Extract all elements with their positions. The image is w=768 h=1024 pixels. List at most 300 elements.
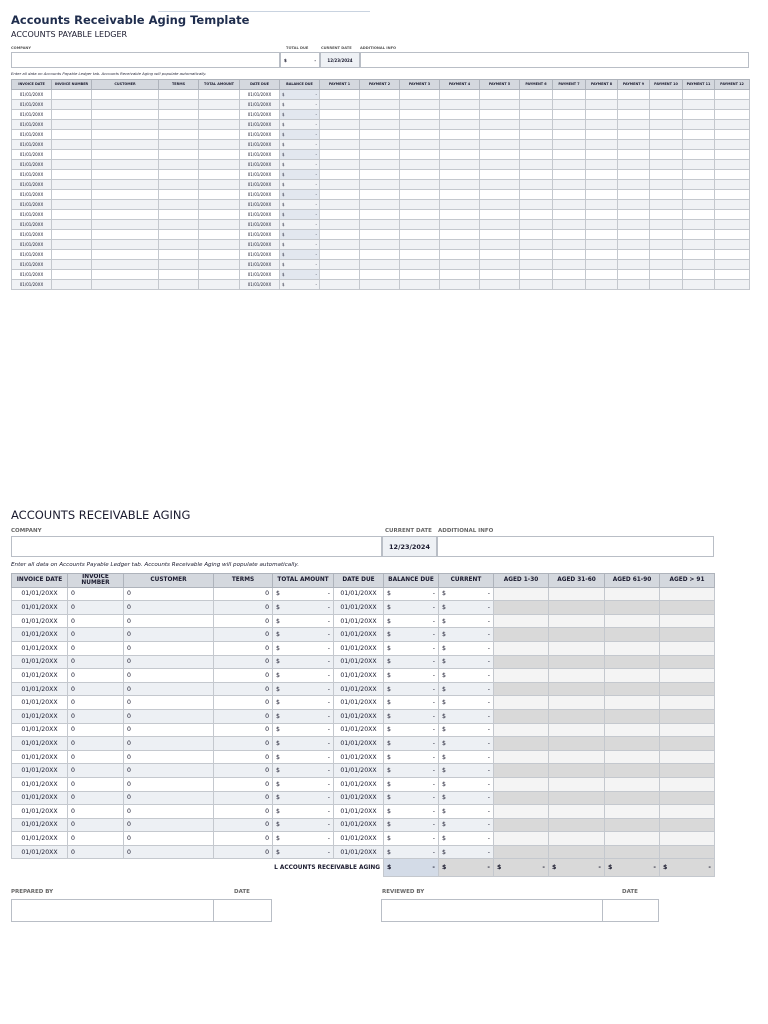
ledger-cell[interactable] [159,140,199,150]
ledger-cell[interactable] [440,250,480,260]
ledger-cell[interactable]: 01/01/20XX [12,220,52,230]
ledger-cell[interactable] [280,220,320,230]
ledger-cell[interactable] [553,120,586,130]
ledger-cell[interactable] [92,90,159,100]
ledger-cell[interactable] [92,170,159,180]
ledger-cell[interactable] [440,190,480,200]
ledger-cell[interactable] [159,210,199,220]
ledger-cell[interactable] [92,100,159,110]
ledger-cell[interactable] [520,90,553,100]
ledger-cell[interactable] [683,110,715,120]
ledger-cell[interactable] [553,270,586,280]
ledger-cell[interactable] [618,100,650,110]
prepared-by-field[interactable] [11,899,214,922]
ledger-cell[interactable] [553,170,586,180]
ledger-cell[interactable] [618,190,650,200]
ledger-cell[interactable] [92,230,159,240]
ledger-cell[interactable] [683,180,715,190]
ledger-cell[interactable] [199,210,240,220]
ledger-cell[interactable] [199,100,240,110]
ledger-cell[interactable] [586,270,618,280]
ledger-cell[interactable] [520,240,553,250]
ledger-cell[interactable] [553,220,586,230]
ledger-cell[interactable] [586,200,618,210]
ledger-cell[interactable] [440,160,480,170]
ledger-cell[interactable] [586,130,618,140]
ledger-cell[interactable] [92,160,159,170]
ledger-cell[interactable] [52,240,92,250]
ledger-cell[interactable] [520,220,553,230]
ledger-cell[interactable]: 01/01/20XX [12,130,52,140]
ledger-cell[interactable] [618,260,650,270]
ledger-cell[interactable]: 01/01/20XX [240,180,280,190]
ledger-cell[interactable] [520,120,553,130]
ledger-cell[interactable] [440,200,480,210]
ledger-cell[interactable] [480,90,520,100]
ledger-cell[interactable] [92,240,159,250]
ledger-cell[interactable] [92,180,159,190]
ledger-cell[interactable] [320,170,360,180]
ledger-cell[interactable] [320,250,360,260]
ledger-cell[interactable] [553,210,586,220]
ledger-cell[interactable] [280,110,320,120]
ledger-cell[interactable] [553,180,586,190]
ledger-cell[interactable] [650,190,683,200]
ledger-cell[interactable]: 01/01/20XX [12,100,52,110]
ledger-cell[interactable] [360,130,400,140]
ledger-cell[interactable] [440,220,480,230]
ledger-cell[interactable] [320,140,360,150]
ledger-cell[interactable] [683,220,715,230]
ledger-cell[interactable] [159,170,199,180]
ledger-cell[interactable] [650,230,683,240]
ledger-cell[interactable] [320,190,360,200]
ledger-cell[interactable] [553,230,586,240]
ledger-cell[interactable] [92,120,159,130]
ledger-cell[interactable] [683,250,715,260]
ledger-cell[interactable] [280,170,320,180]
ledger-cell[interactable] [400,220,440,230]
ledger-cell[interactable] [683,230,715,240]
ledger-cell[interactable] [683,200,715,210]
ledger-cell[interactable] [159,240,199,250]
ledger-cell[interactable] [92,220,159,230]
ledger-cell[interactable] [618,130,650,140]
ledger-cell[interactable] [440,270,480,280]
ledger-cell[interactable] [520,270,553,280]
ledger-cell[interactable] [650,240,683,250]
ledger-cell[interactable]: 01/01/20XX [12,270,52,280]
ledger-cell[interactable]: 01/01/20XX [12,240,52,250]
ledger-cell[interactable] [480,270,520,280]
ledger-cell[interactable] [650,250,683,260]
ledger-cell[interactable] [480,260,520,270]
ledger-cell[interactable] [520,180,553,190]
ledger-cell[interactable] [683,100,715,110]
ledger-cell[interactable] [320,220,360,230]
ledger-cell[interactable] [683,270,715,280]
ledger-cell[interactable]: 01/01/20XX [240,130,280,140]
ledger-cell[interactable] [199,160,240,170]
ledger-cell[interactable] [400,100,440,110]
ledger-cell[interactable] [440,170,480,180]
ledger-cell[interactable] [400,230,440,240]
ledger-cell[interactable] [553,250,586,260]
ledger-cell[interactable] [52,100,92,110]
ledger-cell[interactable]: 01/01/20XX [240,190,280,200]
ledger-cell[interactable] [553,240,586,250]
ledger-cell[interactable] [280,250,320,260]
ledger-cell[interactable] [52,90,92,100]
ledger-cell[interactable] [360,270,400,280]
ledger-cell[interactable] [520,260,553,270]
ledger-cell[interactable] [280,230,320,240]
ledger-cell[interactable]: 01/01/20XX [12,280,52,290]
ledger-cell[interactable] [159,220,199,230]
ledger-total-due-field[interactable] [280,52,320,68]
ledger-cell[interactable] [52,200,92,210]
ledger-cell[interactable] [280,210,320,220]
ledger-cell[interactable] [586,140,618,150]
ledger-cell[interactable] [650,180,683,190]
ledger-cell[interactable] [650,130,683,140]
ledger-cell[interactable] [199,200,240,210]
ledger-cell[interactable] [586,190,618,200]
ledger-cell[interactable] [92,130,159,140]
ledger-cell[interactable] [199,250,240,260]
ledger-cell[interactable] [553,160,586,170]
ledger-cell[interactable] [199,270,240,280]
ledger-cell[interactable] [52,210,92,220]
ledger-cell[interactable] [683,90,715,100]
ledger-cell[interactable] [586,230,618,240]
ledger-cell[interactable] [715,270,750,280]
ledger-cell[interactable] [159,250,199,260]
ledger-cell[interactable] [400,90,440,100]
ledger-cell[interactable] [440,140,480,150]
ledger-cell[interactable] [360,150,400,160]
ledger-cell[interactable]: 01/01/20XX [240,210,280,220]
ledger-cell[interactable] [520,200,553,210]
ledger-cell[interactable] [480,230,520,240]
ledger-cell[interactable] [280,190,320,200]
ledger-cell[interactable] [715,110,750,120]
ledger-cell[interactable]: 01/01/20XX [240,220,280,230]
ledger-cell[interactable] [715,170,750,180]
ledger-cell[interactable] [480,170,520,180]
ledger-cell[interactable] [199,110,240,120]
ledger-cell[interactable] [199,260,240,270]
ledger-cell[interactable] [159,190,199,200]
ledger-cell[interactable] [520,210,553,220]
ledger-cell[interactable] [320,280,360,290]
ledger-cell[interactable] [553,110,586,120]
ledger-cell[interactable] [683,150,715,160]
ledger-cell[interactable] [159,120,199,130]
ledger-cell[interactable] [199,230,240,240]
ledger-cell[interactable] [320,200,360,210]
ledger-cell[interactable] [553,280,586,290]
ledger-cell[interactable] [52,140,92,150]
ledger-cell[interactable] [553,130,586,140]
ledger-cell[interactable]: 01/01/20XX [12,230,52,240]
ledger-cell[interactable] [280,160,320,170]
ledger-cell[interactable] [440,280,480,290]
ledger-cell[interactable]: 01/01/20XX [12,200,52,210]
ledger-cell[interactable]: 01/01/20XX [12,170,52,180]
ledger-cell[interactable] [360,120,400,130]
ledger-cell[interactable] [92,210,159,220]
ledger-cell[interactable] [715,210,750,220]
ledger-cell[interactable] [650,140,683,150]
ledger-cell[interactable] [683,140,715,150]
ledger-cell[interactable] [683,130,715,140]
ledger-cell[interactable] [400,280,440,290]
ledger-cell[interactable] [280,120,320,130]
ledger-cell[interactable] [440,100,480,110]
ledger-cell[interactable]: 01/01/20XX [240,90,280,100]
ledger-cell[interactable] [715,240,750,250]
aging-company-field[interactable] [11,536,382,557]
ledger-cell[interactable] [586,90,618,100]
ledger-cell[interactable] [52,130,92,140]
ledger-cell[interactable] [52,250,92,260]
ledger-cell[interactable] [280,240,320,250]
ledger-cell[interactable] [618,170,650,180]
ledger-cell[interactable] [400,270,440,280]
ledger-cell[interactable] [520,250,553,260]
ledger-cell[interactable] [92,250,159,260]
ledger-cell[interactable] [618,270,650,280]
ledger-cell[interactable] [92,190,159,200]
ledger-cell[interactable] [480,280,520,290]
ledger-cell[interactable] [650,200,683,210]
ledger-cell[interactable] [52,280,92,290]
ledger-cell[interactable] [159,200,199,210]
ledger-cell[interactable] [92,280,159,290]
ledger-cell[interactable] [650,110,683,120]
ledger-cell[interactable] [92,150,159,160]
ledger-cell[interactable] [520,230,553,240]
ledger-cell[interactable] [400,240,440,250]
ledger-cell[interactable] [92,110,159,120]
ledger-cell[interactable] [320,160,360,170]
aging-current-date-field[interactable]: 12/23/2024 [382,536,437,557]
ledger-cell[interactable] [650,100,683,110]
ledger-cell[interactable] [159,180,199,190]
ledger-cell[interactable] [683,190,715,200]
ledger-cell[interactable] [683,210,715,220]
ledger-cell[interactable] [480,100,520,110]
ledger-cell[interactable] [480,210,520,220]
ledger-cell[interactable] [650,220,683,230]
ledger-cell[interactable] [440,210,480,220]
ledger-cell[interactable]: 01/01/20XX [240,100,280,110]
ledger-cell[interactable] [480,110,520,120]
ledger-cell[interactable] [440,240,480,250]
ledger-cell[interactable] [280,180,320,190]
ledger-cell[interactable]: 01/01/20XX [240,270,280,280]
ledger-cell[interactable] [618,230,650,240]
ledger-cell[interactable] [52,160,92,170]
ledger-cell[interactable] [52,230,92,240]
ledger-cell[interactable]: 01/01/20XX [12,180,52,190]
ledger-cell[interactable]: 01/01/20XX [12,150,52,160]
ledger-cell[interactable] [92,140,159,150]
ledger-cell[interactable] [715,190,750,200]
ledger-cell[interactable] [650,280,683,290]
ledger-cell[interactable] [280,270,320,280]
ledger-cell[interactable] [586,220,618,230]
ledger-cell[interactable] [586,180,618,190]
ledger-cell[interactable] [360,260,400,270]
ledger-cell[interactable] [618,160,650,170]
ledger-cell[interactable] [159,100,199,110]
ledger-cell[interactable] [400,210,440,220]
ledger-cell[interactable] [480,180,520,190]
ledger-cell[interactable] [618,240,650,250]
ledger-cell[interactable] [683,260,715,270]
ledger-cell[interactable] [520,150,553,160]
ledger-cell[interactable] [159,110,199,120]
ledger-cell[interactable] [480,220,520,230]
ledger-cell[interactable] [320,270,360,280]
ledger-cell[interactable] [553,200,586,210]
ledger-cell[interactable]: 01/01/20XX [240,150,280,160]
ledger-cell[interactable] [360,240,400,250]
ledger-current-date-field[interactable]: 12/23/2024 [320,52,360,68]
ledger-cell[interactable] [480,140,520,150]
ledger-cell[interactable] [520,170,553,180]
ledger-cell[interactable] [320,240,360,250]
ledger-cell[interactable] [52,260,92,270]
ledger-cell[interactable] [440,150,480,160]
ledger-cell[interactable]: 01/01/20XX [240,110,280,120]
ledger-cell[interactable] [400,170,440,180]
ledger-cell[interactable]: 01/01/20XX [240,200,280,210]
ledger-cell[interactable] [159,130,199,140]
ledger-cell[interactable] [400,110,440,120]
ledger-cell[interactable] [52,120,92,130]
ledger-cell[interactable] [480,200,520,210]
ledger-cell[interactable] [480,150,520,160]
ledger-cell[interactable] [683,160,715,170]
ledger-cell[interactable] [280,140,320,150]
ledger-cell[interactable] [159,270,199,280]
ledger-cell[interactable] [618,150,650,160]
ledger-cell[interactable] [400,120,440,130]
ledger-cell[interactable]: 01/01/20XX [240,120,280,130]
ledger-cell[interactable]: 01/01/20XX [12,210,52,220]
ledger-cell[interactable] [199,150,240,160]
ledger-cell[interactable] [400,140,440,150]
ledger-cell[interactable] [520,100,553,110]
ledger-cell[interactable] [360,230,400,240]
ledger-cell[interactable]: 01/01/20XX [12,160,52,170]
ledger-cell[interactable] [480,190,520,200]
ledger-cell[interactable] [618,180,650,190]
ledger-cell[interactable] [320,230,360,240]
ledger-cell[interactable] [52,110,92,120]
ledger-cell[interactable] [618,110,650,120]
ledger-cell[interactable] [586,280,618,290]
ledger-cell[interactable] [650,120,683,130]
ledger-cell[interactable] [360,200,400,210]
ledger-cell[interactable] [683,120,715,130]
ledger-cell[interactable] [320,90,360,100]
ledger-cell[interactable] [650,160,683,170]
ledger-cell[interactable] [280,100,320,110]
ledger-cell[interactable] [320,110,360,120]
ledger-cell[interactable] [159,280,199,290]
ledger-cell[interactable] [199,140,240,150]
ledger-cell[interactable] [280,280,320,290]
ledger-cell[interactable] [715,280,750,290]
ledger-additional-info-field[interactable] [360,52,749,68]
ledger-cell[interactable] [360,280,400,290]
ledger-cell[interactable] [650,90,683,100]
ledger-cell[interactable] [440,130,480,140]
reviewed-date-field[interactable] [602,899,659,922]
aging-additional-info-field[interactable] [437,536,714,557]
ledger-cell[interactable]: 01/01/20XX [12,120,52,130]
ledger-cell[interactable] [199,280,240,290]
ledger-cell[interactable] [715,230,750,240]
ledger-cell[interactable] [360,170,400,180]
ledger-cell[interactable] [715,220,750,230]
ledger-cell[interactable] [586,250,618,260]
ledger-cell[interactable] [520,140,553,150]
ledger-cell[interactable]: 01/01/20XX [12,110,52,120]
ledger-cell[interactable] [52,170,92,180]
ledger-cell[interactable] [618,250,650,260]
ledger-cell[interactable] [360,160,400,170]
ledger-cell[interactable]: 01/01/20XX [240,280,280,290]
ledger-cell[interactable] [400,160,440,170]
ledger-cell[interactable] [280,130,320,140]
ledger-cell[interactable] [159,160,199,170]
ledger-cell[interactable] [650,150,683,160]
ledger-cell[interactable] [553,140,586,150]
ledger-cell[interactable] [440,260,480,270]
ledger-cell[interactable] [618,120,650,130]
ledger-cell[interactable] [280,200,320,210]
ledger-cell[interactable] [440,90,480,100]
ledger-cell[interactable]: 01/01/20XX [240,260,280,270]
ledger-cell[interactable] [199,240,240,250]
ledger-cell[interactable] [92,270,159,280]
ledger-cell[interactable] [480,250,520,260]
ledger-cell[interactable] [586,150,618,160]
ledger-cell[interactable] [360,210,400,220]
ledger-cell[interactable] [320,150,360,160]
ledger-cell[interactable] [520,130,553,140]
ledger-cell[interactable] [320,100,360,110]
ledger-cell[interactable] [715,250,750,260]
ledger-cell[interactable] [553,90,586,100]
ledger-cell[interactable] [360,90,400,100]
ledger-cell[interactable] [650,170,683,180]
ledger-cell[interactable] [360,100,400,110]
ledger-cell[interactable] [586,260,618,270]
ledger-cell[interactable] [199,180,240,190]
ledger-cell[interactable] [520,160,553,170]
ledger-cell[interactable] [520,110,553,120]
ledger-cell[interactable] [683,240,715,250]
ledger-cell[interactable]: 01/01/20XX [240,170,280,180]
ledger-cell[interactable]: 01/01/20XX [240,250,280,260]
ledger-cell[interactable] [199,190,240,200]
